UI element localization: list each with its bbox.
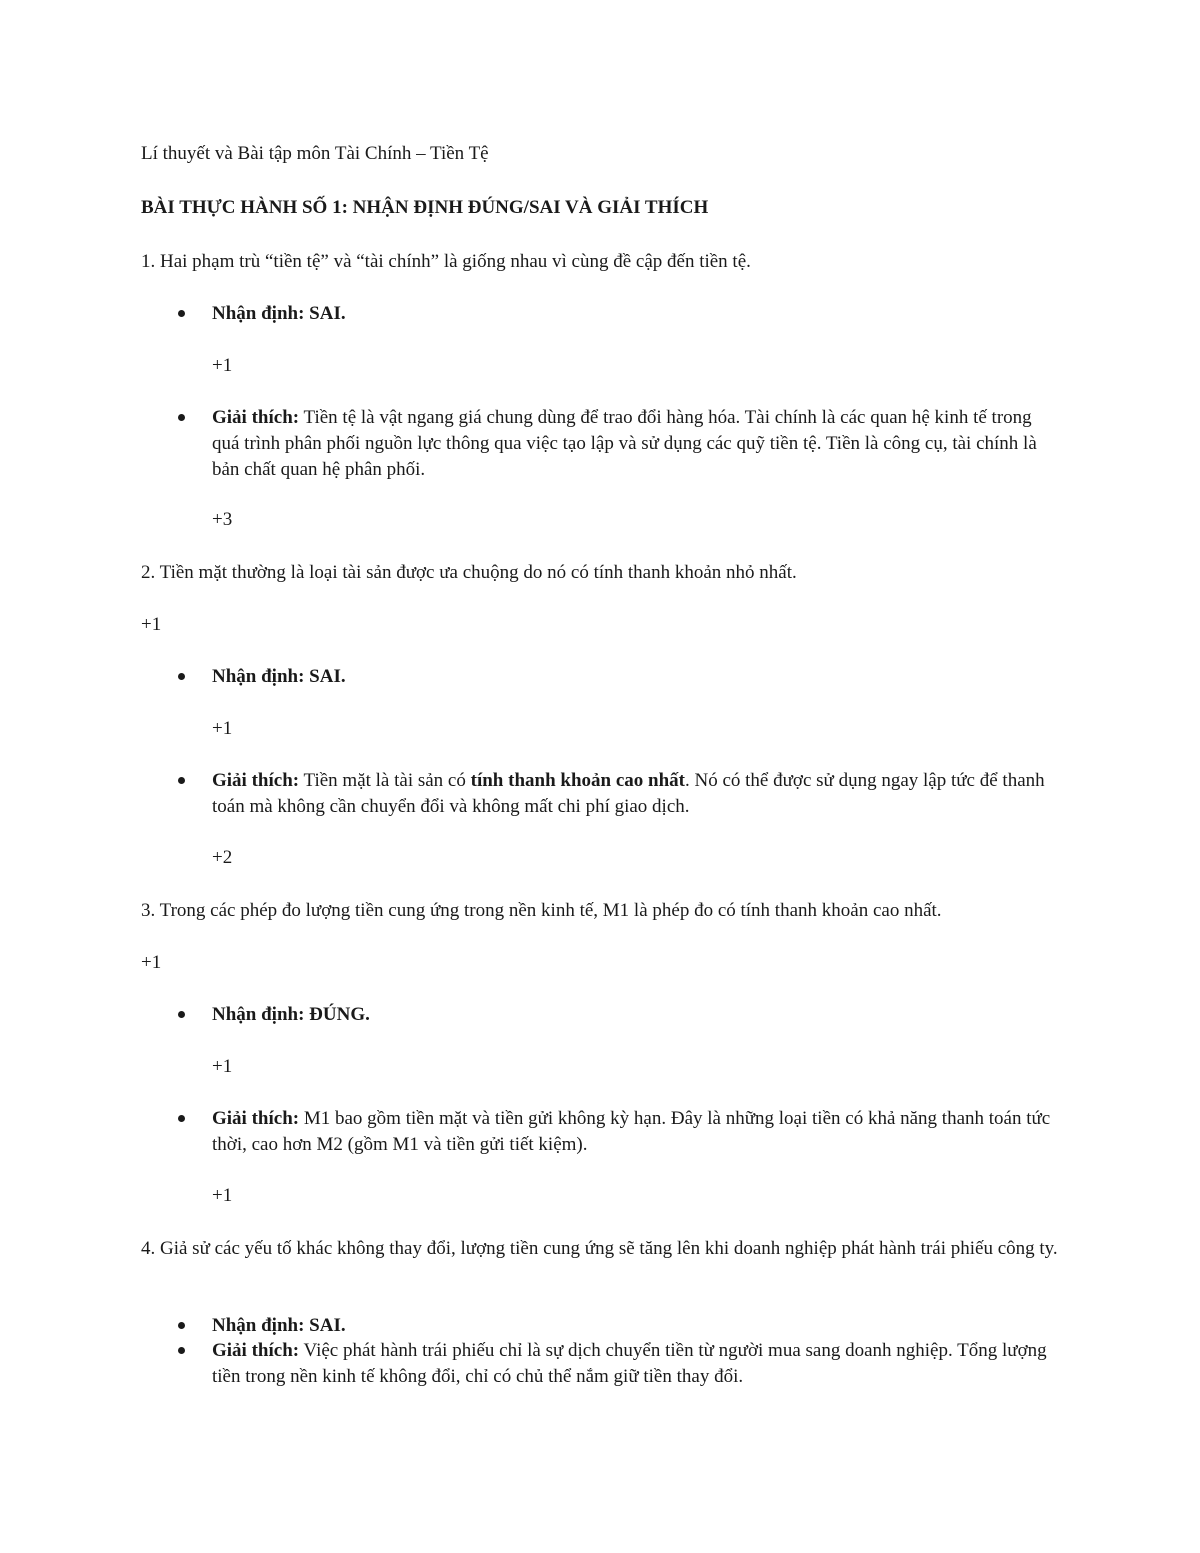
explanation-label: Giải thích:: [212, 407, 300, 428]
bullet-icon: [178, 414, 185, 421]
bullet-icon: [178, 777, 185, 784]
q2-explanation-score[interactable]: +2: [212, 847, 233, 868]
explanation-text: Việc phát hành trái phiếu chỉ là sự dịch chuyển tiền từ người mua sang doanh nghiệp. Tổng lượng tiền trong nền kinh tế không đổi, chỉ có chủ thể nắm giữ tiền thay đổi.: [212, 1340, 1047, 1387]
explanation-text: M1 bao gồm tiền mặt và tiền gửi không kỳ hạn. Đây là những loại tiền có khả năng thanh toán tức thời, cao hơn M2 (gồm M1 và tiền gửi tiết kiệm).: [212, 1108, 1051, 1155]
explanation-text-end: . Nó có thể được sử dụng ngay lập tức để thanh toán mà không cần chuyển đổi và không mất chi phí giao dịch.: [212, 770, 1045, 817]
bullet-icon: [178, 310, 185, 317]
claim-label: Nhận định:: [212, 666, 305, 687]
explanation-text: Tiền tệ là vật ngang giá chung dùng để trao đổi hàng hóa. Tài chính là các quan hệ kinh tế trong quá trình phân phối nguồn lực thông qua việc tạo lập và sử dụng các quỹ tiền tệ. Tiền là công cụ, tài chính là bản chất quan hệ phân phối.: [212, 407, 1037, 480]
section-title: BÀI THỰC HÀNH SỐ 1: NHẬN ĐỊNH ĐÚNG/SAI VÀ GIẢI THÍCH: [141, 197, 709, 218]
q3-explanation-score[interactable]: +1: [212, 1185, 233, 1206]
bullet-icon: [178, 1115, 185, 1122]
explanation-emphasis: tính thanh khoản cao nhất: [470, 770, 685, 791]
claim-label: Nhận định:: [212, 303, 305, 324]
q2-claim-score[interactable]: +1: [212, 718, 233, 739]
explanation-label: Giải thích:: [212, 1108, 300, 1129]
bullet-icon: [178, 1011, 185, 1018]
document-header: Lí thuyết và Bài tập môn Tài Chính – Tiền Tệ: [141, 143, 489, 164]
claim-label: Nhận định:: [212, 1004, 305, 1025]
claim-value: SAI.: [309, 666, 346, 687]
q1-explanation-score[interactable]: +3: [212, 509, 233, 530]
question-3: 3. Trong các phép đo lượng tiền cung ứng trong nền kinh tế, M1 là phép đo có tính thanh khoản cao nhất.: [141, 900, 942, 921]
claim-label: Nhận định:: [212, 1315, 305, 1336]
bullet-icon: [178, 673, 185, 680]
q1-claim-score[interactable]: +1: [212, 355, 233, 376]
claim-value: SAI.: [309, 303, 346, 324]
explanation-label: Giải thích:: [212, 770, 300, 791]
question-4: 4. Giả sử các yếu tố khác không thay đổi, lượng tiền cung ứng sẽ tăng lên khi doanh nghiệp phát hành trái phiếu công ty.: [141, 1238, 1058, 1259]
question-1: 1. Hai phạm trù “tiền tệ” và “tài chính” là giống nhau vì cùng đề cập đến tiền tệ.: [141, 251, 751, 272]
bullet-icon: [178, 1322, 185, 1329]
q2-question-score[interactable]: +1: [141, 614, 162, 635]
explanation-label: Giải thích:: [212, 1340, 300, 1361]
bullet-icon: [178, 1347, 185, 1354]
claim-value: SAI.: [309, 1315, 346, 1336]
explanation-text-start: Tiền mặt là tài sản có: [303, 770, 466, 791]
q3-claim-score[interactable]: +1: [212, 1056, 233, 1077]
claim-value: ĐÚNG.: [309, 1004, 370, 1025]
q3-question-score[interactable]: +1: [141, 952, 162, 973]
question-2: 2. Tiền mặt thường là loại tài sản được ưa chuộng do nó có tính thanh khoản nhỏ nhất.: [141, 562, 797, 583]
